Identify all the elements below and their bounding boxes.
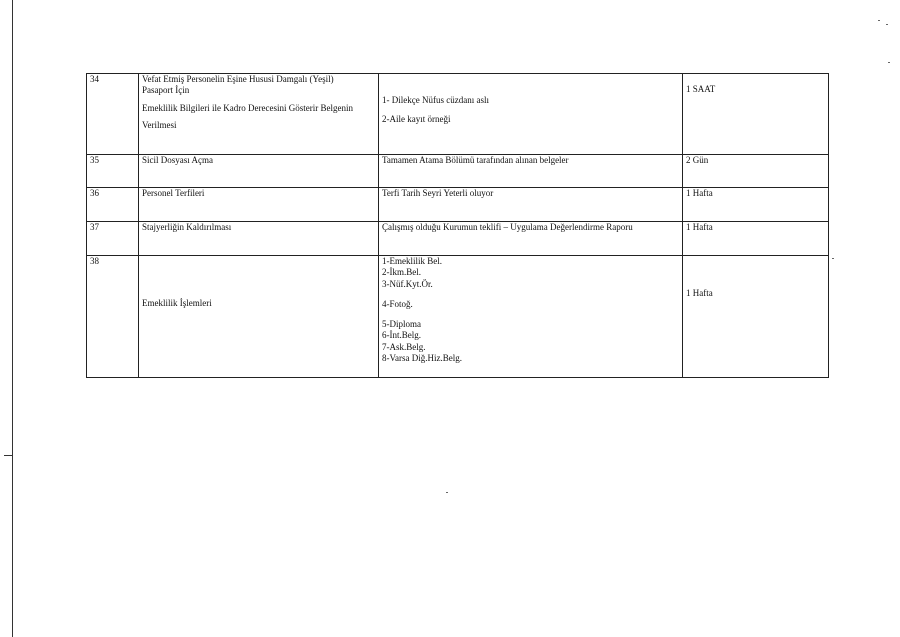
scan-speck <box>886 24 888 25</box>
row-number: 34 <box>87 74 139 155</box>
service-cell <box>139 188 379 222</box>
row-number: 37 <box>87 222 139 256</box>
document-item: 3-Nüf.Kyt.Ör. <box>382 278 433 289</box>
row-number: 35 <box>87 155 139 188</box>
duration-cell <box>683 155 829 188</box>
row-number: 36 <box>87 188 139 222</box>
service-cell <box>139 222 379 256</box>
document-item: 2-Aile kayıt örneği <box>382 114 451 125</box>
service-text: Sicil Dosyası Açma <box>142 155 213 165</box>
documents-cell <box>379 256 683 378</box>
document-item: 2-İkm.Bel. <box>382 267 421 278</box>
documents-cell <box>379 188 683 222</box>
service-text: Verilmesi <box>142 119 177 130</box>
duration-text: 1 Hafta <box>686 222 713 232</box>
duration-cell <box>683 188 829 222</box>
document-item: 7-Ask.Belg. <box>382 341 426 352</box>
service-cell <box>139 256 379 378</box>
duration-text: 1 Hafta <box>686 188 713 198</box>
scan-speck <box>888 62 890 63</box>
scan-speck <box>878 20 880 21</box>
service-standards-table <box>86 73 829 378</box>
table-row <box>87 256 829 378</box>
binder-tick-mark <box>4 455 12 456</box>
duration-text: 2 Gün <box>686 155 709 165</box>
row-number: 38 <box>87 256 139 378</box>
service-text: Pasaport İçin <box>142 85 190 96</box>
duration-cell <box>683 222 829 256</box>
documents-cell <box>379 74 683 155</box>
documents-cell <box>379 222 683 256</box>
document-item: 1-Emeklilik Bel. <box>382 256 442 266</box>
service-text: Stajyerliğin Kaldırılması <box>142 222 232 232</box>
document-item: 1- Dilekçe Nüfus cüzdanı aslı <box>382 95 489 105</box>
service-text: Emeklilik İşlemleri <box>142 297 212 308</box>
duration-cell <box>683 74 829 155</box>
service-cell <box>139 74 379 155</box>
duration-cell <box>683 256 829 378</box>
table-row <box>87 74 829 155</box>
scan-speck <box>446 492 448 493</box>
duration-text: 1 Hafta <box>686 288 713 298</box>
service-cell <box>139 155 379 188</box>
document-item: Tamamen Atama Bölümü tarafından alınan belgeler <box>382 155 569 165</box>
service-text: Vefat Etmiş Personelin Eşine Hususi Damgalı (Yeşil) <box>142 74 334 84</box>
binder-margin-line <box>12 0 13 637</box>
service-text: Emeklilik Bilgileri ile Kadro Derecesini Gösterir Belgenin <box>142 102 353 113</box>
duration-text: 1 SAAT <box>686 84 716 94</box>
scan-speck <box>832 258 834 259</box>
document-item: Terfi Tarih Seyri Yeterli oluyor <box>382 188 494 198</box>
document-item: 6-İnt.Belg. <box>382 330 421 341</box>
document-item: 4-Fotoğ. <box>382 298 413 309</box>
document-item: 8-Varsa Diğ.Hiz.Belg. <box>382 352 462 363</box>
table-row <box>87 188 829 222</box>
table-row <box>87 222 829 256</box>
document-item: 5-Diploma <box>382 319 421 329</box>
service-text: Personel Terfileri <box>142 188 205 198</box>
document-item: Çalışmış olduğu Kurumun teklifi – Uygulama Değerlendirme Raporu <box>382 222 633 232</box>
documents-cell <box>379 155 683 188</box>
table-row <box>87 155 829 188</box>
